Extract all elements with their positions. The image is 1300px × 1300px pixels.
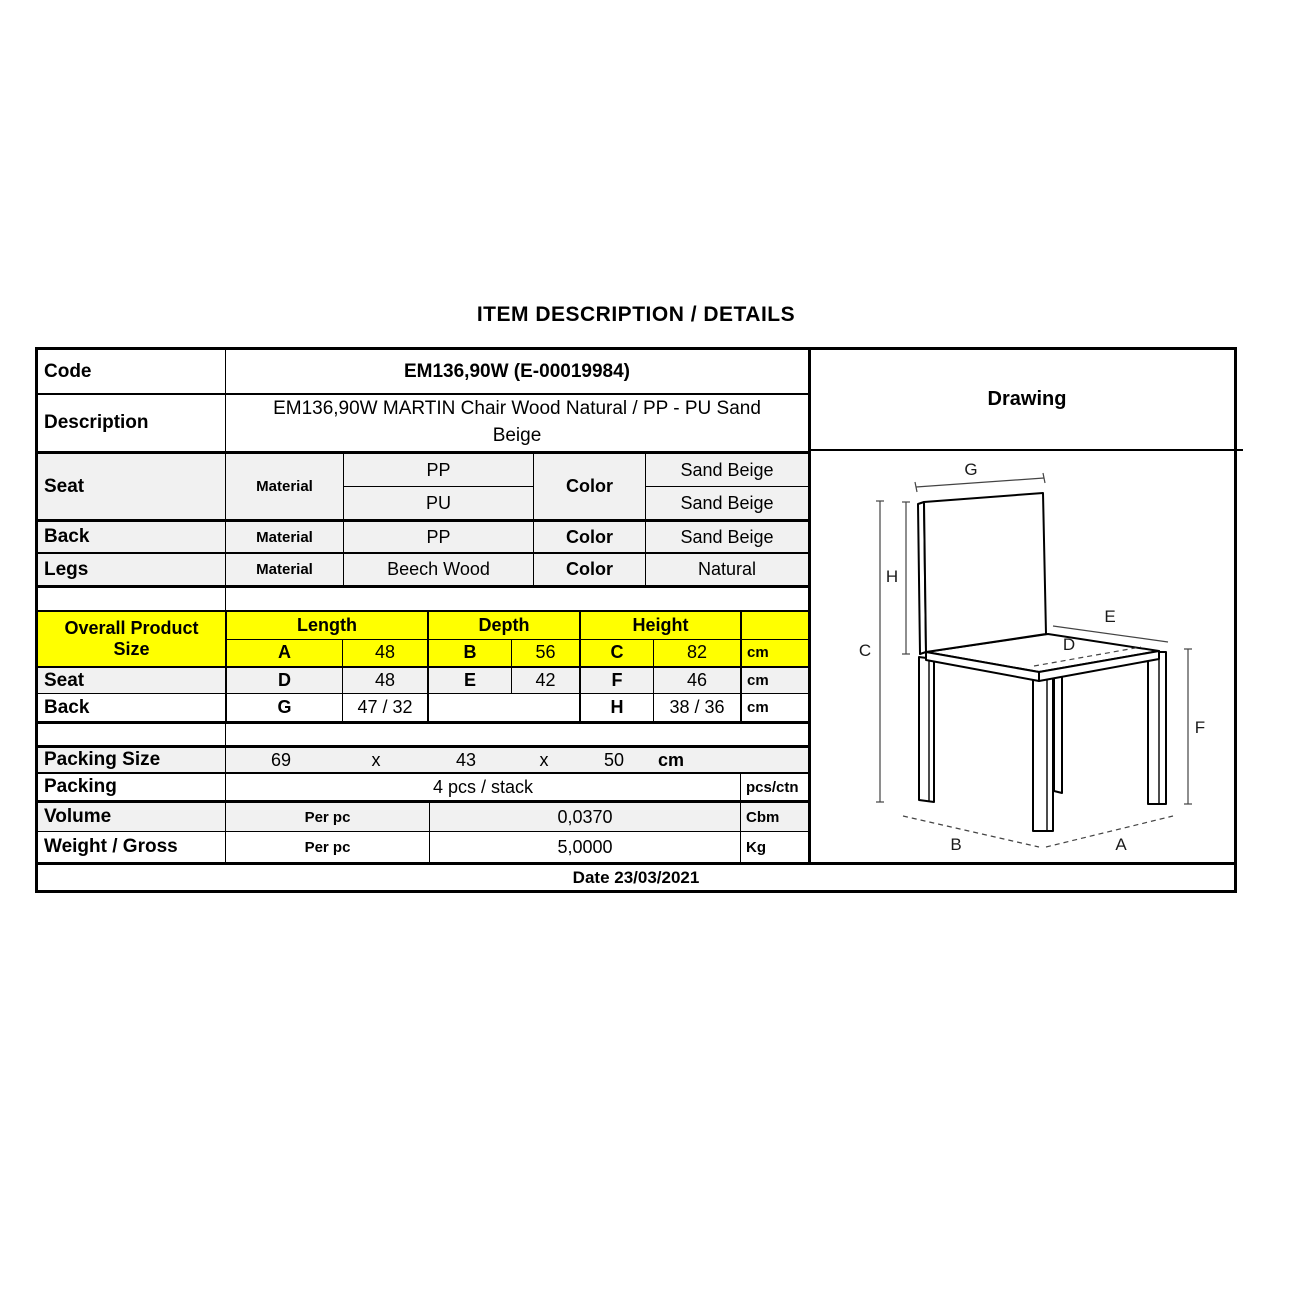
seat-part-label: Seat	[44, 475, 85, 497]
date-value: Date 23/03/2021	[572, 867, 700, 887]
back-size-label: Back	[44, 696, 90, 718]
seat-material-2: PU	[344, 486, 533, 519]
row-seat-material	[38, 451, 808, 519]
description-value: EM136,90W MARTIN Chair Wood Natural / PP - PU Sand Beige	[225, 395, 808, 451]
packing-unit: pcs/ctn	[740, 774, 808, 800]
seat-depth-key: E	[427, 668, 511, 693]
dim-label-e: E	[1104, 607, 1116, 626]
legs-material-label: Material	[225, 554, 343, 585]
spacer-cell	[38, 724, 225, 745]
spacer-cell	[225, 724, 808, 745]
row-weight	[38, 831, 808, 862]
dim-label-b: B	[950, 835, 962, 854]
back-material-label: Material	[225, 522, 343, 552]
overall-length-value: 48	[342, 640, 427, 666]
weight-per: Per pc	[225, 832, 429, 862]
legs-color-label: Color	[533, 554, 645, 585]
packing-value: 4 pcs / stack	[225, 774, 740, 800]
back-height-key: H	[579, 694, 653, 721]
seat-material-1: PP	[426, 459, 451, 480]
seat-height-value: 46	[653, 668, 740, 693]
chair-line-drawing	[811, 451, 1243, 862]
seat-material-label: Material	[225, 454, 343, 519]
legs-material-value: Beech Wood	[343, 554, 533, 585]
packing-size-values	[225, 748, 808, 772]
seat-color-values	[645, 454, 808, 519]
size-header-top	[225, 612, 808, 639]
drawing-column	[808, 350, 1243, 862]
seat-color-1: Sand Beige	[680, 459, 774, 480]
row-back-material	[38, 519, 808, 552]
spacer-row-2	[38, 721, 808, 745]
packing-size-x2: x	[539, 749, 549, 770]
seat-unit: cm	[740, 668, 808, 693]
overall-depth-value: 56	[511, 640, 579, 666]
date-row	[38, 862, 1234, 890]
back-material-value: PP	[343, 522, 533, 552]
unit-header-blank	[740, 612, 808, 639]
chair-left-leg	[919, 657, 934, 802]
row-legs-material	[38, 552, 808, 585]
overall-unit: cm	[740, 640, 808, 666]
packing-size-label: Packing Size	[44, 749, 161, 770]
spacer-cell	[225, 588, 808, 610]
chair-rear-leg	[1054, 673, 1062, 793]
packing-size-v1: 69	[270, 749, 292, 770]
row-size-back	[38, 693, 808, 721]
volume-value: 0,0370	[429, 803, 740, 831]
back-depth-blank	[427, 694, 579, 721]
legs-part-label: Legs	[44, 558, 89, 580]
seat-material-values	[343, 454, 533, 519]
spacer-cell	[38, 588, 225, 610]
row-code	[38, 350, 808, 393]
spec-table	[35, 347, 1237, 893]
row-packing	[38, 772, 808, 800]
depth-header: Depth	[427, 612, 579, 639]
chair-right-leg	[1148, 652, 1166, 804]
size-row-overall	[225, 639, 808, 666]
packing-size-unit: cm	[657, 749, 684, 770]
height-header: Height	[579, 612, 740, 639]
overall-length-key: A	[225, 640, 342, 666]
overall-depth-key: B	[427, 640, 511, 666]
code-value: EM136,90W (E-00019984)	[225, 350, 808, 393]
volume-per: Per pc	[225, 803, 429, 831]
seat-size-label: Seat	[44, 669, 85, 691]
weight-label: Weight / Gross	[44, 836, 178, 857]
back-unit: cm	[740, 694, 808, 721]
dim-label-h: H	[885, 567, 899, 586]
seat-length-key: D	[225, 668, 342, 693]
back-part-label: Back	[44, 526, 90, 547]
row-size-header	[38, 610, 808, 666]
dim-label-g: G	[964, 460, 978, 479]
dim-label-f: F	[1194, 718, 1206, 737]
page-title: ITEM DESCRIPTION / DETAILS	[476, 303, 796, 326]
seat-color-label: Color	[533, 454, 645, 519]
seat-depth-value: 42	[511, 668, 579, 693]
back-color-value: Sand Beige	[645, 522, 808, 552]
weight-unit: Kg	[740, 832, 808, 862]
packing-label: Packing	[44, 776, 117, 797]
code-label: Code	[44, 360, 92, 382]
row-description	[38, 393, 808, 451]
spacer-row-1	[38, 585, 808, 610]
packing-size-v3: 50	[603, 749, 625, 770]
dim-label-d: D	[1062, 635, 1076, 654]
drawing-header: Drawing	[811, 350, 1243, 451]
volume-unit: Cbm	[740, 803, 808, 831]
spec-table-main	[38, 350, 808, 862]
overall-product-line2: Size	[113, 639, 150, 659]
overall-height-key: C	[579, 640, 653, 666]
back-length-value: 47 / 32	[342, 694, 427, 721]
overall-product-line1: Overall Product	[64, 618, 199, 638]
overall-height-value: 82	[653, 640, 740, 666]
back-color-label: Color	[533, 522, 645, 552]
row-size-seat	[38, 666, 808, 693]
description-label: Description	[44, 412, 149, 433]
row-packing-size	[38, 745, 808, 772]
seat-height-key: F	[579, 668, 653, 693]
chair-drawing	[811, 451, 1243, 862]
weight-value: 5,0000	[429, 832, 740, 862]
chair-back-panel	[924, 493, 1046, 652]
seat-color-2: Sand Beige	[646, 486, 808, 519]
back-length-key: G	[225, 694, 342, 721]
row-volume	[38, 800, 808, 831]
volume-label: Volume	[44, 806, 112, 827]
dim-label-a: A	[1115, 835, 1127, 854]
chair-front-leg	[1033, 673, 1053, 831]
length-header: Length	[225, 612, 427, 639]
dim-label-c: C	[858, 641, 872, 660]
packing-size-x1: x	[371, 749, 381, 770]
seat-length-value: 48	[342, 668, 427, 693]
overall-product-size-label	[38, 612, 225, 666]
back-height-value: 38 / 36	[653, 694, 740, 721]
packing-size-v2: 43	[455, 749, 477, 770]
legs-color-value: Natural	[645, 554, 808, 585]
